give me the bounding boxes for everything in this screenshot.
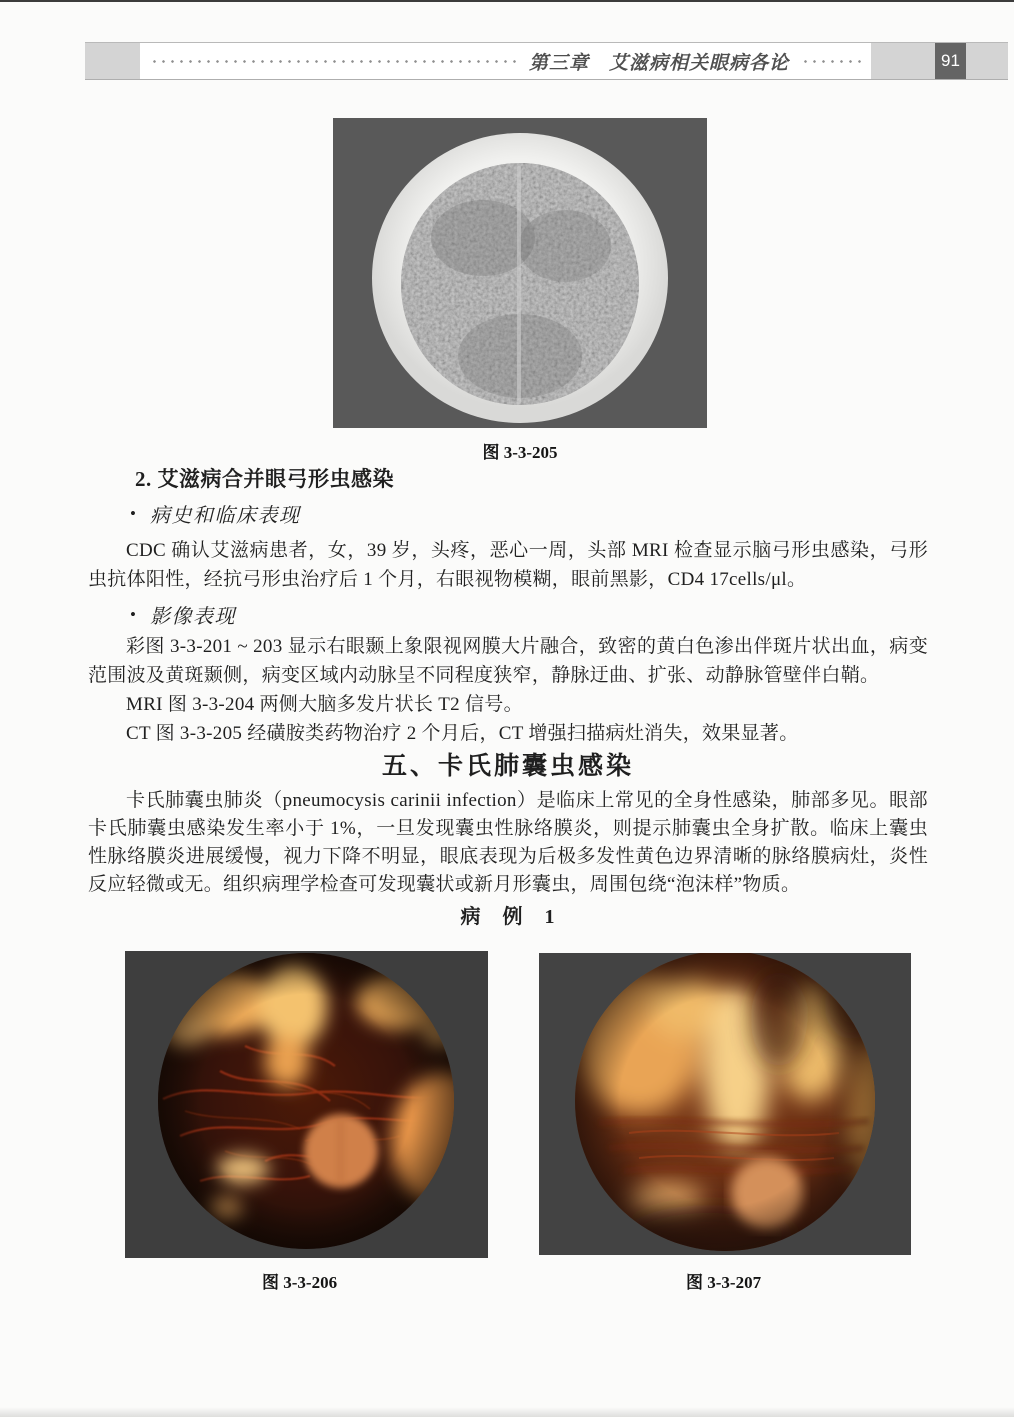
paragraph-pneumocystis-intro: 卡氏肺囊虫肺炎（pneumocysis carinii infection）是临床上常见的全身性感染，肺部多见。眼部卡氏肺囊虫感染发生率小于 1%，一旦发现囊虫性脉络膜炎，则提示肺囊虫全身扩散。临床上囊虫性脉络膜炎进展缓慢，视力下降不明显，眼底表现为后极多发性黄色边界清晰的脉络膜病灶，炎性反应轻微或无。组织病理学检查可发现囊状或新月形囊虫，周围包绕“泡沫样”物质。 — [88, 790, 928, 895]
bullet-label-imaging: 影像表现 — [149, 606, 236, 628]
fundus-left-graphic — [125, 951, 488, 1258]
brain-ct-graphic — [333, 118, 707, 428]
fundus-photo-left — [125, 951, 488, 1258]
bullet-label-history: 病史和临床表现 — [149, 505, 301, 527]
header-gray-block — [871, 43, 935, 79]
header-right-gray-block — [966, 43, 1008, 79]
dotted-leader-left — [150, 60, 517, 63]
page-top-edge-line — [0, 0, 1014, 2]
header-middle — [140, 43, 871, 79]
case-1-heading: 病 例 1 — [460, 906, 556, 928]
paragraph-imaging-color: 彩图 3-3-201 ~ 203 显示右眼颞上象限视网膜大片融合，致密的黄白色渗出伴斑片状出血，病变范围波及黄斑颞侧，病变区域内动脉呈不同程度狭窄，静脉迂曲、扩张、动静脉管壁伴白鞘。 — [88, 636, 928, 686]
bullet-icon: • — [130, 504, 136, 523]
header-left-gray-block — [85, 43, 140, 79]
page-bottom-edge-shade — [0, 1407, 1014, 1417]
figure-caption-ct: 图 3-3-205 — [482, 443, 558, 462]
page-header — [85, 42, 1008, 80]
figure-caption-left-fundus: 图 3-3-206 — [262, 1273, 338, 1292]
section-heading-toxoplasma: 2. 艾滋病合并眼弓形虫感染 — [135, 467, 394, 491]
dotted-leader-right — [801, 60, 861, 63]
figure-caption-right-fundus: 图 3-3-207 — [686, 1273, 762, 1292]
bullet-item-imaging — [130, 600, 236, 629]
bullet-icon: • — [130, 605, 136, 624]
fundus-right-graphic — [539, 953, 911, 1255]
page-number-badge: 91 — [935, 43, 966, 79]
paragraph-imaging-mri: MRI 图 3-3-204 两侧大脑多发片状长 T2 信号。 — [126, 694, 523, 715]
ct-scan-image — [333, 118, 707, 428]
fundus-photo-right — [539, 953, 911, 1255]
chapter-title: 第三章 艾滋病相关眼病各论 — [528, 52, 789, 74]
section-heading-pneumocystis: 五、卡氏肺囊虫感染 — [381, 753, 634, 780]
paragraph-imaging-ct: CT 图 3-3-205 经磺胺类药物治疗 2 个月后，CT 增强扫描病灶消失，效果显著。 — [126, 723, 799, 744]
bullet-item-history — [130, 499, 300, 528]
paragraph-history: CDC 确认艾滋病患者，女，39 岁，头疼，恶心一周，头部 MRI 检查显示脑弓形虫感染，弓形虫抗体阳性，经抗弓形虫治疗后 1 个月，右眼视物模糊，眼前黑影，CD4 17cells/μl。 — [88, 540, 928, 590]
